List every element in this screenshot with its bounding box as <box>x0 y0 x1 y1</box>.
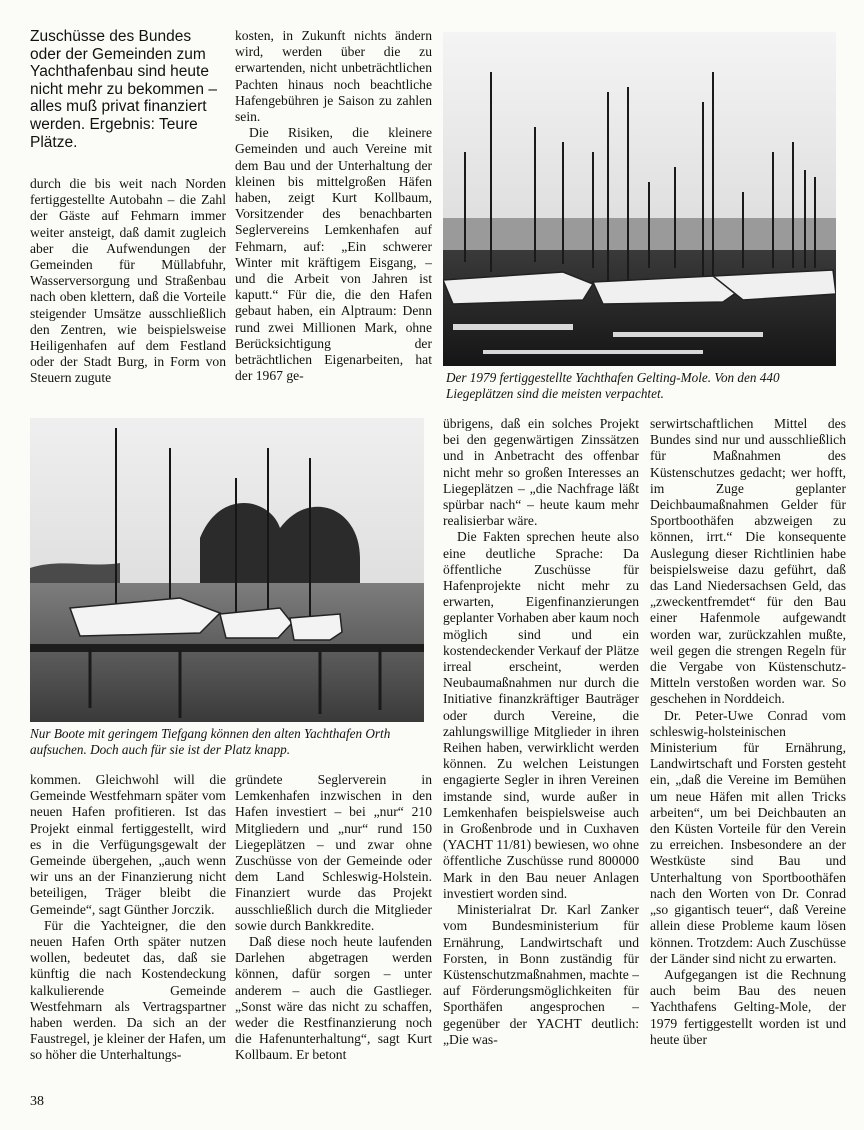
paragraph: serwirtschaftlichen Mittel des Bundes sind nur und ausschließlich für Maßnahmen des Küstenschutzes gedacht; wer hofft, im Zuge geplanter Deichbaumaßnahmen Gelder für Sportboothäfen abzweigen zu können, irrt.“ Die konsequente Auslegung dieser Richtlinien habe beispielsweise dazu geführt, daß das Land Niedersachsen Geld, das „zweckentfremdet“ für den Bau einer Hafenmole aufgewandt worden war, zurückzahlen mußte, weil gegen die strengen Regeln für die Vergabe von Küstenschutz-Mitteln verstoßen worden war. So geschehen in Norddeich. <box>650 416 846 707</box>
paragraph: Daß diese noch heute laufenden Darlehen abgetragen werden können, dafür sorgen – unter anderem – auch die Gastlieger. „Sonst wäre das nicht zu schaffen, weder die Restfinanzierung noch die Hafenunterhaltung“, sagt Kurt Kollbaum. Er betont <box>235 934 432 1063</box>
column-b-top <box>235 28 432 408</box>
paragraph: kommen. Gleichwohl will die Gemeinde Westfehmarn später vom neuen Hafen profitieren. Ist das Projekt einmal fertiggestellt, wird es in die Verfügungsgewalt der Gemeinde übergehen, „auch wenn wir uns an der Finanzierung nicht beteiligen, Träger bleibt die Gemeinde“, sagt Günther Jorczik. <box>30 772 226 917</box>
column-c <box>443 416 639 1112</box>
column-a-top <box>30 176 226 404</box>
paragraph: gründete Seglerverein in Lemkenhafen inzwischen in den Hafen investiert – bei „nur“ 210 Mitgliedern und „nur“ rund 150 Liegeplätzen – und zwar ohne Zuschüsse von der Gemeinde oder dem Land Schleswig-Holstein. Finanziert wurde das Projekt ausschließlich durch die Mitglieder sowie durch Bankkredite. <box>235 772 432 933</box>
paragraph: Die Fakten sprechen heute also eine deutliche Sprache: Da öffentliche Zuschüsse für Hafenprojekte nicht mehr zu erwarten, Eigenfinanzierungen geplanter Vorhaben aber kaum noch möglich sind und ein kostendeckender Verkauf der Plätze irreal erscheint, werden Neubaumaßnahmen nur durch die Initiative finanzkräftiger Bauträger oder durch Vereine, die zahlungswillige Mitglieder in ihren Reihen haben, verwirklicht werden können. Zu welchen Leistungen engagierte Segler in ihren Vereinen imstande sind, wurde außer in Lemkenhafen beispielsweise auch in Großenbrode und in Cuxhaven (YACHT 11/81) bewiesen, wo ohne öffentliche Zuschüsse rund 800000 Mark in den Bau neuer Anlagen investiert worden sind. <box>443 529 639 901</box>
paragraph: durch die bis weit nach Norden fertiggestellte Autobahn – die Zahl der Gäste auf Fehmarn immer weiter ansteigt, daß damit zugleich aber die Aufwendungen der Gemeinden für Müllabfuhr, Wasserversorgung und Straßenbau nach oben klettern, daß die Vorteile steigender Umsätze ausschließlich den Zentren, wie beispielsweise Heiligenhafen auf dem Festland oder der Stadt Burg, in Form von Steuern zugute <box>30 176 226 386</box>
photo-orth-harbour <box>30 418 424 722</box>
column-a-bottom <box>30 772 226 1092</box>
paragraph: Aufgegangen ist die Rechnung auch beim Bau des neuen Yachthafens Gelting-Mole, der 1979 fertiggestellt worden ist und heute über <box>650 966 846 1047</box>
paragraph: übrigens, daß ein solches Projekt bei den gegenwärtigen Zinssätzen und in Anbetracht des offenbar nicht mehr so großen Interesses an Liegeplätzen – „die Nachfrage läßt spürbar nach“ – heute kaum mehr realisierbar wäre. <box>443 416 639 529</box>
caption-middle-left: Nur Boote mit geringem Tiefgang können den alten Yachthafen Orth aufsuchen. Doch auch für sie ist der Platz knapp. <box>30 726 391 757</box>
paragraph: Für die Yachteigner, die den neuen Hafen Orth später nutzen wollen, bedeutet das, daß sie künftig die nach Kostendeckung kalkulierende Gemeinde Westfehmarn als Vertragspartner haben werden. Da sich an der Faustregel, je kleiner der Hafen, um so höher die Unterhaltungs- <box>30 917 226 1063</box>
caption-top-right: Der 1979 fertiggestellte Yachthafen Gelting-Mole. Von den 440 Liegeplätzen sind die meisten verpachtet. <box>446 370 780 401</box>
photo-gelting-mole <box>443 32 836 366</box>
page-number: 38 <box>30 1094 44 1109</box>
article-lead: Zuschüsse des Bundes oder der Gemeinden zum Yachthafenbau sind heute nicht mehr zu bekommen – alles muß privat finanziert werden. Ergebnis: Teure Plätze. <box>30 28 217 151</box>
paragraph: Die Risiken, die kleinere Gemeinden und auch Vereine mit dem Bau und der Unterhaltung der kleinen bis mittelgroßen Häfen haben, zeigt Kurt Kollbaum, Vorsitzender des benachbarten Seglervereins Lemkenhafen auf Fehmarn, auf: „Ein schwerer Winter mit kräftigem Eisgang, – und die Arbeit von Jahren ist kaputt.“ Für die, die den Hafen gebaut haben, ein Alptraum: Denn rund zwei Millionen Mark, ohne Berücksichtigung der beträchtlichen Eigenarbeiten, hat der 1967 ge- <box>235 125 432 384</box>
column-d <box>650 416 846 1112</box>
paragraph: Dr. Peter-Uwe Conrad vom schleswig-holsteinischen Ministerium für Ernährung, Landwirtschaft und Forsten gesteht ein, „daß die Vereine im Bemühen um neue Häfen mit allen Tricks arbeiten“, um bei Deichbauten an den Küsten Vorteile für den Verein zu erreichen. Insbesondere an der Westküste sind Bau und Unterhaltung von Sportboothäfen nach den Worten von Dr. Conrad „so gigantisch teuer“, daß Vereine allein diese Probleme kaum lösen können. Trotzdem: Auch Zuschüsse der Länder sind nicht zu erwarten. <box>650 707 846 966</box>
paragraph: kosten, in Zukunft nichts ändern wird, werden über die zu erwartenden, nicht unbeträchtlichen Pachten hinaus noch beachtliche Hafengebühren je Saison zu zahlen sein. <box>235 28 432 125</box>
column-b-bottom <box>235 772 432 1092</box>
paragraph: Ministerialrat Dr. Karl Zanker vom Bundesministerium für Ernährung, Landwirtschaft und Forsten, in Bonn zuständig für Küstenschutzmaßnahmen, machte – auf Förderungsmöglichkeiten für Sporthäfen angesprochen – gegenüber der YACHT deutlich: „Die was- <box>443 902 639 1047</box>
